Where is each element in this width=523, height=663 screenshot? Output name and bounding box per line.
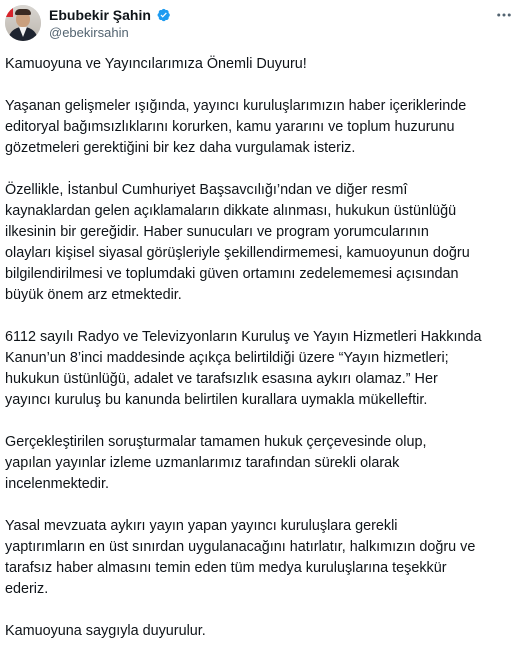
post-text bbox=[5, 54, 515, 663]
post-paragraph: Özellikle, İstanbul Cumhuriyet Başsavcılığı’ndan ve diğer resmî kaynaklardan gelen açıklamaların dikkate alınması, hukukun üstünlüğü ilkesinin bir gereğidir. Haber sunucuları ve program yorumcularının olayları kişisel siyasal görüşleriyle şekillendirmemesi, kamuoyunun doğru bilgilendirilmesi ve toplumdaki güven ortamını zedelememesi açısından büyük önem arz etmektedir. bbox=[5, 182, 470, 303]
author-name[interactable]: Ebubekir Şahin bbox=[49, 7, 151, 23]
verified-badge-icon bbox=[155, 7, 171, 23]
avatar[interactable] bbox=[5, 5, 41, 41]
post-header bbox=[0, 0, 523, 48]
post-paragraph: Kamuoyuna ve Yayıncılarımıza Önemli Duyuru! bbox=[5, 56, 307, 72]
post-paragraph: Yasal mevzuata aykırı yayın yapan yayıncı kuruluşlara gerekli yaptırımların en üst sınırdan uygulanacağını hatırlatır, halkımızın doğru ve tarafsız haber almasını temin eden tüm medya kuruluşlarına teşekkür ederiz. bbox=[5, 518, 476, 597]
post-paragraph: Gerçekleştirilen soruşturmalar tamamen hukuk çerçevesinde olup, yapılan yayınlar izleme uzmanlarımız tarafından sürekli olarak incelenmektedir. bbox=[5, 434, 427, 492]
more-options-button[interactable] bbox=[493, 4, 515, 26]
author-handle[interactable]: @ebekirsahin bbox=[49, 25, 129, 40]
post-paragraph: Yaşanan gelişmeler ışığında, yayıncı kuruluşlarımızın haber içeriklerinde editoryal bağımsızlıklarını korurken, kamu yararını ve toplum huzurunu gözetmeleri gerektiğini bir kez daha vurgulamak isteriz. bbox=[5, 98, 467, 156]
post-paragraph: 6112 sayılı Radyo ve Televizyonların Kuruluş ve Yayın Hizmetleri Hakkında Kanun’un 8’inci maddesinde açıkça belirtildiği üzere “Yayın hizmetleri; hukukun üstünlüğü, adalet ve tarafsızlık esasına aykırı olamaz.” Her yayıncı kuruluş bu kanunda belirtilen kurallara uymakla mükelleftir. bbox=[5, 329, 482, 408]
more-horizontal-icon bbox=[495, 6, 513, 24]
post-paragraph: Kamuoyuna saygıyla duyurulur. bbox=[5, 623, 206, 639]
author-name-row bbox=[49, 7, 171, 23]
